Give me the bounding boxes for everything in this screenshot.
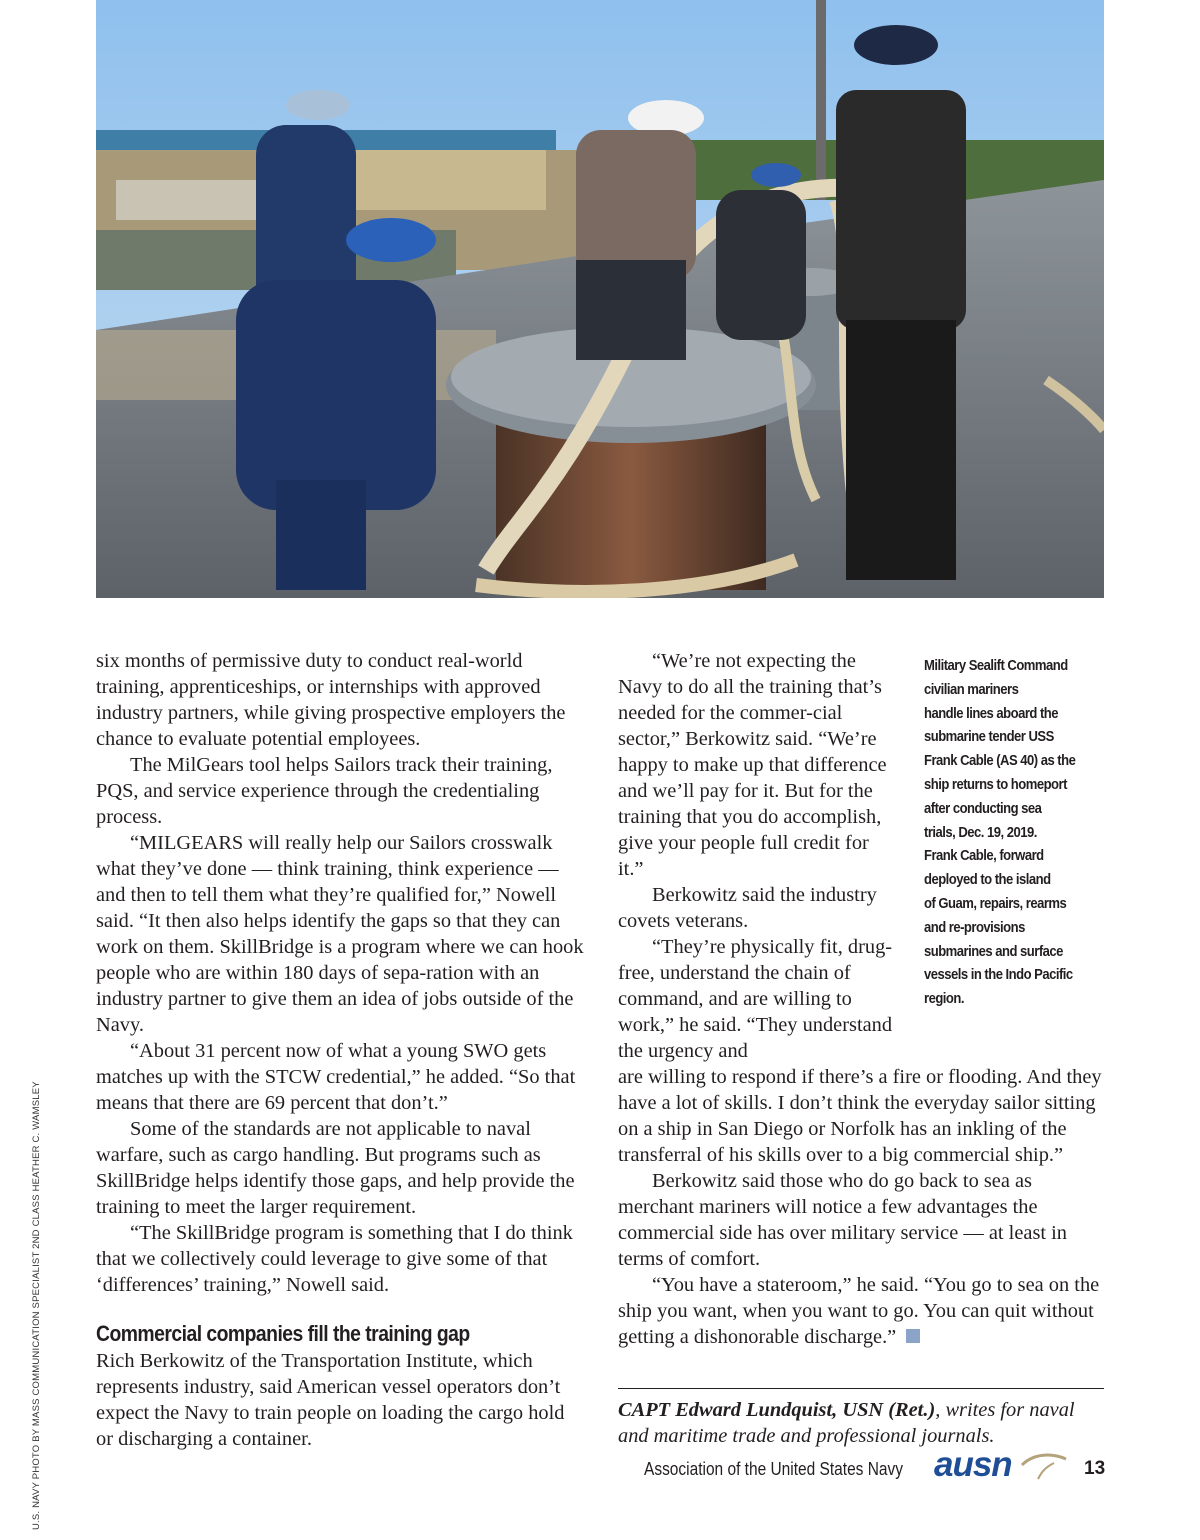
photo-credit: U.S. NAVY PHOTO BY MASS COMMUNICATION SPECIALIST 2ND CLASS HEATHER C. WAMSLEY (31, 1081, 42, 1530)
paragraph: Berkowitz said those who do go back to sea as merchant mariners will notice a few advantages the commercial side has over military service — at least in terms of comfort. (618, 1170, 1068, 1270)
paragraph: Some of the standards are not applicable to naval warfare, such as cargo handling. But programs such as SkillBridge helps identify those gaps, and help provide the training to meet the larger requirement. (96, 1118, 575, 1218)
caption-line: Frank Cable (AS 40) as the (924, 752, 1076, 770)
paragraph: Berkowitz said the industry covets veterans. (618, 884, 877, 932)
page-number: 13 (1084, 1458, 1106, 1479)
caption-line: submarines and surface (924, 942, 1063, 960)
paragraph: are willing to respond if there’s a fire or flooding. And they have a lot of skills. I don’t think the everyday sailor sitting on a ship in San Diego or Norfolk has an inkling of the transferral of his skills over to a big commercial ship.” (618, 1066, 1102, 1166)
divider (618, 1388, 1104, 1389)
section-heading: Commercial companies fill the training gap (96, 1321, 470, 1346)
article-column-left (96, 648, 584, 1452)
paragraph: “MILGEARS will really help our Sailors crosswalk what they’ve done — think training, think experience — and then to tell them what they’re qualified for,” Nowell said. “It then also helps identify the gaps so that they can work on them. SkillBridge is a program where we can hook people who are within 180 days of sepa-ration with an industry partner to give them an idea of jobs outside of the Navy. (96, 832, 584, 1036)
paragraph-text: “You have a stateroom,” he said. “You go to sea on the ship you want, when you want to go. You can quit without getting a dishonorable discharge.” (618, 1274, 1100, 1348)
ausn-logo (934, 1443, 1074, 1487)
paragraph: “About 31 percent now of what a young SWO gets matches up with the STCW credential,” he added. “So that means that there are 69 percent that don’t.” (96, 1040, 576, 1114)
author-description: , writes for naval and maritime trade and professional journals. (618, 1399, 1075, 1447)
caption-line: civilian mariners (924, 680, 1019, 698)
paragraph: six months of permissive duty to conduct real-world training, apprenticeships, or internships with approved industry partners, while giving prospective employers the chance to evaluate potential employees. (96, 650, 566, 750)
logo-swoosh-icon (934, 1443, 1074, 1487)
footer-organization: Association of the United States Navy (644, 1459, 904, 1479)
caption-line: Military Sealift Command (924, 657, 1068, 674)
caption-line: vessels in the Indo Pacific (924, 966, 1073, 984)
paragraph: The MilGears tool helps Sailors track their training, PQS, and service experience through the credentialing process. (96, 754, 553, 828)
caption-line: submarine tender USS (924, 728, 1054, 746)
author-bio (618, 1397, 1104, 1449)
article-photo (96, 0, 1104, 598)
photo-sailors-handling-lines (96, 0, 1104, 598)
caption-line: ship returns to homeport (924, 775, 1067, 793)
caption-line: handle lines aboard the (924, 704, 1059, 722)
caption-line: after conducting sea (924, 799, 1042, 817)
caption-line: and re-provisions (924, 918, 1025, 936)
paragraph: Rich Berkowitz of the Transportation Institute, which represents industry, said American vessel operators don’t expect the Navy to train people on loading the cargo hold or discharging a container. (96, 1350, 565, 1450)
caption-line: of Guam, repairs, rearms (924, 894, 1067, 912)
paragraph: “The SkillBridge program is something that I do think that we collectively could leverage to give some of that ‘differences’ training,” Nowell said. (96, 1222, 573, 1296)
end-mark-icon (906, 1329, 920, 1343)
caption-line: deployed to the island (924, 871, 1051, 889)
paragraph: “We’re not expecting the Navy to do all the training that’s needed for the commer-cial sector,” Berkowitz said. “We’re happy to make up that difference and we’ll pay for it. But for the training that you do accomplish, give your people full credit for it.” (618, 650, 887, 880)
caption-line: region. (924, 990, 964, 1008)
paragraph (618, 1272, 1104, 1350)
author-name: CAPT Edward Lundquist, USN (Ret.) (618, 1399, 936, 1421)
caption-line: Frank Cable, forward (924, 847, 1044, 865)
caption-line: trials, Dec. 19, 2019. (924, 823, 1037, 841)
photo-caption (924, 654, 1106, 1011)
paragraph: “They’re physically fit, drug-free, understand the chain of command, and are willing to work,” he said. “They understand the urgency and (618, 936, 893, 1062)
logo-text: ausn (934, 1445, 1012, 1484)
